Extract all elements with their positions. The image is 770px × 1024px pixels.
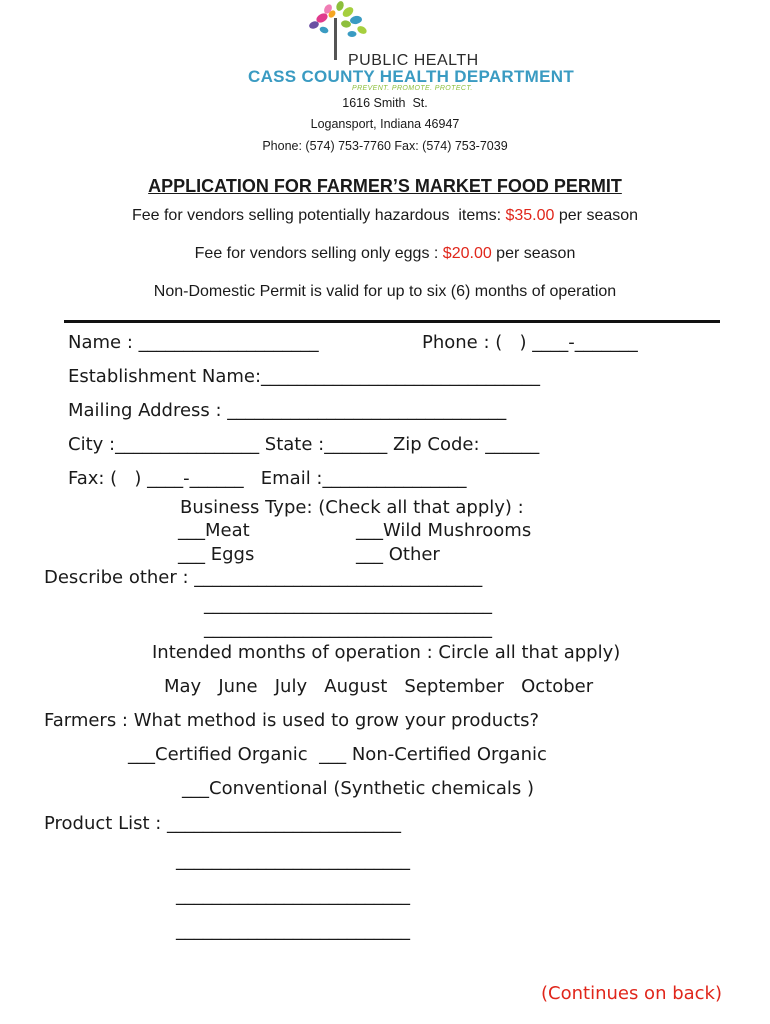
city-state-zip-field[interactable]: City :________________ State :_______ Zip Code: ______ bbox=[68, 434, 540, 455]
fee-hazardous-text: Fee for vendors selling potentially hazardous items: bbox=[131, 207, 506, 224]
divider bbox=[64, 320, 720, 323]
fee-eggs bbox=[0, 245, 770, 263]
wild-mushrooms-checkbox[interactable]: ___Wild Mushrooms bbox=[356, 520, 532, 541]
describe-other-line-2[interactable]: ________________________________ bbox=[204, 594, 492, 615]
months-options[interactable]: May June July August September October bbox=[164, 676, 594, 697]
product-list-line-4[interactable]: __________________________ bbox=[176, 920, 410, 941]
fee-eggs-amount: $20.00 bbox=[442, 245, 492, 262]
phone-fax: Phone: (574) 753-7760 Fax: (574) 753-7039 bbox=[262, 139, 508, 153]
fee-eggs-text: Fee for vendors selling only eggs : bbox=[194, 245, 443, 262]
address-city: Logansport, Indiana 46947 bbox=[310, 117, 460, 131]
meat-checkbox[interactable]: ___Meat bbox=[178, 520, 250, 541]
conventional-option[interactable]: ___Conventional (Synthetic chemicals ) bbox=[182, 778, 535, 799]
fee-eggs-suffix: per season bbox=[491, 245, 576, 262]
product-list-field[interactable]: Product List : __________________________ bbox=[44, 813, 402, 834]
org-tagline: PREVENT. PROMOTE. PROTECT. bbox=[352, 85, 473, 92]
org-line1: PUBLIC HEALTH bbox=[348, 52, 479, 69]
fee-hazardous-suffix: per season bbox=[554, 207, 639, 224]
fee-hazardous bbox=[0, 207, 770, 225]
business-type-label: Business Type: (Check all that apply) : bbox=[180, 497, 524, 518]
org-line2: CASS COUNTY HEALTH DEPARTMENT bbox=[248, 67, 575, 86]
other-checkbox[interactable]: ___ Other bbox=[356, 544, 440, 565]
product-list-line-2[interactable]: __________________________ bbox=[176, 850, 410, 871]
fax-email-field[interactable]: Fax: ( ) ____-______ Email :________________ bbox=[68, 468, 467, 489]
continues-note: (Continues on back) bbox=[541, 983, 723, 1004]
health-department-logo bbox=[238, 0, 575, 96]
fee-hazardous-amount: $35.00 bbox=[505, 207, 555, 224]
establishment-field[interactable]: Establishment Name:_______________________________ bbox=[68, 366, 541, 387]
describe-other-field[interactable]: Describe other : ________________________________ bbox=[44, 567, 483, 588]
phone-field[interactable]: Phone : ( ) ____-_______ bbox=[422, 332, 638, 353]
organic-options[interactable]: ___Certified Organic ___ Non-Certified Organic bbox=[128, 744, 547, 765]
nondomestic-note: Non-Domestic Permit is valid for up to six (6) months of operation bbox=[153, 283, 617, 300]
describe-other-line-3[interactable]: ________________________________ bbox=[204, 618, 492, 639]
mailing-address-field[interactable]: Mailing Address : _______________________________ bbox=[68, 400, 507, 421]
page-title: APPLICATION FOR FARMER’S MARKET FOOD PERMIT bbox=[148, 176, 622, 196]
product-list-line-3[interactable]: __________________________ bbox=[176, 885, 410, 906]
name-field[interactable]: Name : ____________________ bbox=[68, 332, 319, 353]
months-heading: Intended months of operation : Circle all that apply) bbox=[152, 642, 621, 663]
address-street: 1616 Smith St. bbox=[342, 96, 428, 110]
farmers-question: Farmers : What method is used to grow your products? bbox=[44, 710, 540, 731]
eggs-checkbox[interactable]: ___ Eggs bbox=[178, 544, 255, 565]
